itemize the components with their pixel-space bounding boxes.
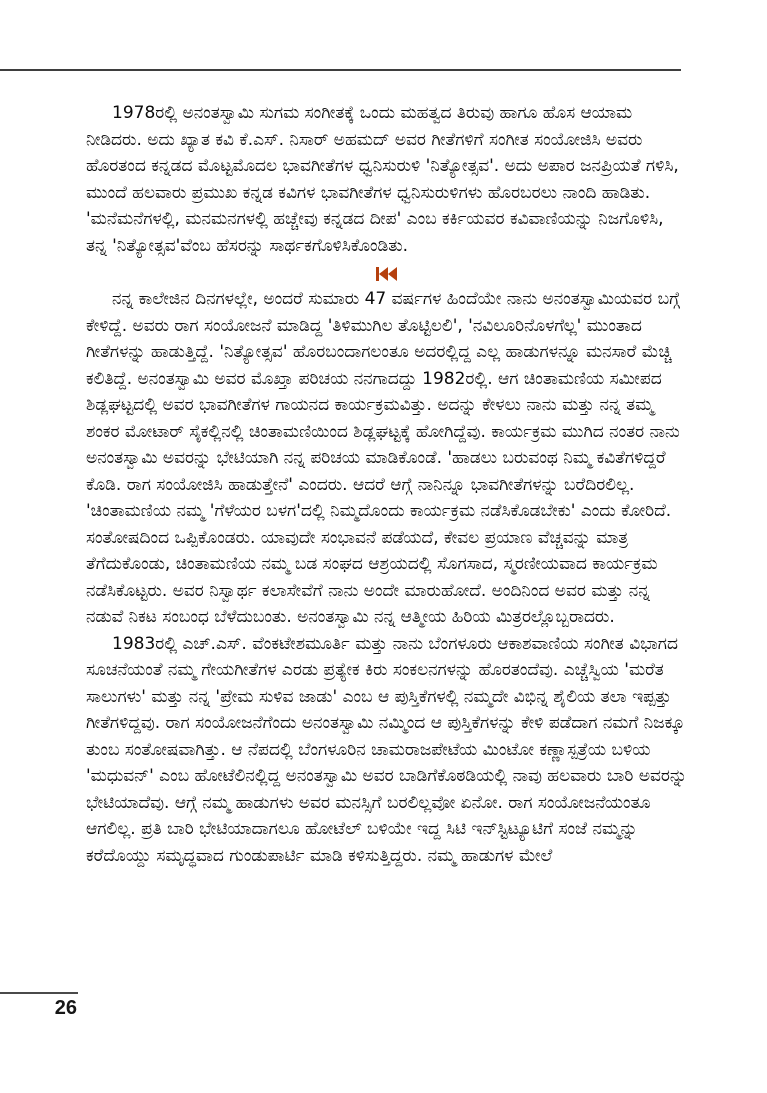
page-body [86,100,688,869]
footer-rule [0,992,78,994]
section-separator [86,259,688,286]
skip-to-start-icon [376,266,398,282]
page-number: 26 [54,997,77,1019]
header-rule [0,69,681,71]
paragraph-3: 1983ರಲ್ಲಿ ಎಚ್.ಎಸ್. ವೆಂಕಟೇಶಮೂರ್ತಿ ಮತ್ತು ನಾನು ಬೆಂಗಳೂರು ಆಕಾಶವಾಣಿಯ ಸಂಗೀತ ವಿಭಾಗದ ಸೂಚನೆಯಂತೆ ನಮ್ಮ ಗೇಯಗೀತೆಗಳ ಎರಡು ಪ್ರತ್ಯೇಕ ಕಿರು ಸಂಕಲನಗಳನ್ನು ಹೊರತಂದೆವು. ಎಚ್ಚೆಸ್ವಿಯ 'ಮರೆತ ಸಾಲುಗಳು' ಮತ್ತು ನನ್ನ 'ಪ್ರೇಮ ಸುಳಿವ ಜಾಡು' ಎಂಬ ಆ ಪುಸ್ತಿಕೆಗಳಲ್ಲಿ ನಮ್ಮದೇ ವಿಭಿನ್ನ ಶೈಲಿಯ ತಲಾ ಇಪ್ಪತ್ತು ಗೀತೆಗಳಿದ್ದವು. ರಾಗ ಸಂಯೋಜನೆಗೆಂದು ಅನಂತಸ್ವಾಮಿ ನಮ್ಮಿಂದ ಆ ಪುಸ್ತಿಕೆಗಳನ್ನು ಕೇಳಿ ಪಡೆದಾಗ ನಮಗೆ ನಿಜಕ್ಕೂ ತುಂಬ ಸಂತೋಷವಾಗಿತ್ತು. ಆ ನೆಪದಲ್ಲಿ ಬೆಂಗಳೂರಿನ ಚಾಮರಾಜಪೇಟೆಯ ಮಿಂಟೋ ಕಣ್ಣಾಸ್ಪತ್ರೆಯ ಬಳಿಯ 'ಮಧುವನ್' ಎಂಬ ಹೋಟೆಲಿನಲ್ಲಿದ್ದ ಅನಂತಸ್ವಾಮಿ ಅವರ ಬಾಡಿಗೆಕೊಠಡಿಯಲ್ಲಿ ನಾವು ಹಲವಾರು ಬಾರಿ ಅವರನ್ನು ಭೇಟಿಯಾದೆವು. ಆಗ್ಗೆ ನಮ್ಮ ಹಾಡುಗಳು ಅವರ ಮನಸ್ಸಿಗೆ ಬರಲಿಲ್ಲವೋ ಏನೋ. ರಾಗ ಸಂಯೋಜನೆಯಂತೂ ಆಗಲಿಲ್ಲ. ಪ್ರತಿ ಬಾರಿ ಭೇಟಿಯಾದಾಗಲೂ ಹೋಟೆಲ್ ಬಳಿಯೇ ಇದ್ದ ಸಿಟಿ ಇನ್‌ಸ್ಟಿಟ್ಯೂಟಿಗೆ ಸಂಜೆ ನಮ್ಮನ್ನು ಕರೆದೊಯ್ದು ಸಮೃದ್ಧವಾದ ಗುಂಡುಪಾರ್ಟಿ ಮಾಡಿ ಕಳಿಸುತ್ತಿದ್ದರು. ನಮ್ಮ ಹಾಡುಗಳ ಮೇಲೆ [86,633,688,866]
paragraph-2: ನನ್ನ ಕಾಲೇಜಿನ ದಿನಗಳಲ್ಲೇ, ಅಂದರೆ ಸುಮಾರು 47 ವರ್ಷಗಳ ಹಿಂದೆಯೇ ನಾನು ಅನಂತಸ್ವಾಮಿಯವರ ಬಗ್ಗೆ ಕೇಳಿದ್ದೆ. ಅವರು ರಾಗ ಸಂಯೋಜನೆ ಮಾಡಿದ್ದ 'ತಿಳಿಮುಗಿಲ ತೊಟ್ಟಿಲಲಿ', 'ನವಿಲೂರಿನೊಳಗೆಲ್ಲ' ಮುಂತಾದ ಗೀತೆಗಳನ್ನು ಹಾಡುತ್ತಿದ್ದೆ. 'ನಿತ್ಯೋತ್ಸವ' ಹೊರಬಂದಾಗಲಂತೂ ಅದರಲ್ಲಿದ್ದ ಎಲ್ಲ ಹಾಡುಗಳನ್ನೂ ಮನಸಾರೆ ಮೆಚ್ಚಿ ಕಲಿತಿದ್ದೆ. ಅನಂತಸ್ವಾಮಿ ಅವರ ಮೊಖ್ತಾ ಪರಿಚಯ ನನಗಾದದ್ದು 1982ರಲ್ಲಿ. ಆಗ ಚಿಂತಾಮಣಿಯ ಸಮೀಪದ ಶಿಡ್ಲಘಟ್ಟದಲ್ಲಿ ಅವರ ಭಾವಗೀತೆಗಳ ಗಾಯನದ ಕಾರ್ಯಕ್ರಮವಿತ್ತು. ಅದನ್ನು ಕೇಳಲು ನಾನು ಮತ್ತು ನನ್ನ ತಮ್ಮ ಶಂಕರ ಮೋಟಾರ್ ಸೈಕಲ್ಲಿನಲ್ಲಿ ಚಿಂತಾಮಣಿಯಿಂದ ಶಿಡ್ಲಘಟ್ಟಕ್ಕೆ ಹೋಗಿದ್ದೆವು. ಕಾರ್ಯಕ್ರಮ ಮುಗಿದ ನಂತರ ನಾನು ಅನಂತಸ್ವಾಮಿ ಅವರನ್ನು ಭೇಟಿಯಾಗಿ ನನ್ನ ಪರಿಚಯ ಮಾಡಿಕೊಂಡೆ. 'ಹಾಡಲು ಬರುವಂಥ ನಿಮ್ಮ ಕವಿತೆಗಳಿದ್ದರೆ ಕೊಡಿ. ರಾಗ ಸಂಯೋಜಿಸಿ ಹಾಡುತ್ತೇನೆ' ಎಂದರು. ಆದರೆ ಆಗ್ಗೆ ನಾನಿನ್ನೂ ಭಾವಗೀತೆಗಳನ್ನು ಬರೆದಿರಲಿಲ್ಲ. 'ಚಿಂತಾಮಣಿಯ ನಮ್ಮ 'ಗೆಳೆಯರ ಬಳಗ'ದಲ್ಲಿ ನಿಮ್ಮದೊಂದು ಕಾರ್ಯಕ್ರಮ ನಡೆಸಿಕೊಡಬೇಕು' ಎಂದು ಕೋರಿದೆ. ಸಂತೋಷದಿಂದ ಒಪ್ಪಿಕೊಂಡರು. ಯಾವುದೇ ಸಂಭಾವನೆ ಪಡೆಯದೆ, ಕೇವಲ ಪ್ರಯಾಣ ವೆಚ್ಚವನ್ನು ಮಾತ್ರ ತೆಗೆದುಕೊಂಡು, ಚಿಂತಾಮಣಿಯ ನಮ್ಮ ಬಡ ಸಂಘದ ಆಶ್ರಯದಲ್ಲಿ ಸೊಗಸಾದ, ಸ್ಮರಣೀಯವಾದ ಕಾರ್ಯಕ್ರಮ ನಡೆಸಿಕೊಟ್ಟರು. ಅವರ ನಿಸ್ವಾರ್ಥ ಕಲಾಸೇವೆಗೆ ನಾನು ಅಂದೇ ಮಾರುಹೋದೆ. ಅಂದಿನಿಂದ ಅವರ ಮತ್ತು ನನ್ನ ನಡುವೆ ನಿಕಟ ಸಂಬಂಧ ಬೆಳೆದುಬಂತು. ಅನಂತಸ್ವಾಮಿ ನನ್ನ ಆತ್ಮೀಯ ಹಿರಿಯ ಮಿತ್ರರಲ್ಲೊಬ್ಬರಾದರು. [86,289,680,627]
paragraph-1: 1978ರಲ್ಲಿ ಅನಂತಸ್ವಾಮಿ ಸುಗಮ ಸಂಗೀತಕ್ಕೆ ಒಂದು ಮಹತ್ವದ ತಿರುವು ಹಾಗೂ ಹೊಸ ಆಯಾಮ ನೀಡಿದರು. ಅದು ಖ್ಯಾತ ಕವಿ ಕೆ.ಎಸ್. ನಿಸಾರ್ ಅಹಮದ್ ಅವರ ಗೀತೆಗಳಿಗೆ ಸಂಗೀತ ಸಂಯೋಜಿಸಿ ಅವರು ಹೊರತಂದ ಕನ್ನಡದ ಮೊಟ್ಟಮೊದಲ ಭಾವಗೀತೆಗಳ ಧ್ವನಿಸುರುಳಿ 'ನಿತ್ಯೋತ್ಸವ'. ಅದು ಅಪಾರ ಜನಪ್ರಿಯತೆ ಗಳಿಸಿ, ಮುಂದೆ ಹಲವಾರು ಪ್ರಮುಖ ಕನ್ನಡ ಕವಿಗಳ ಭಾವಗೀತೆಗಳ ಧ್ವನಿಸುರುಳಿಗಳು ಹೊರಬರಲು ನಾಂದಿ ಹಾಡಿತು. 'ಮನೆಮನೆಗಳಲ್ಲಿ, ಮನಮನಗಳಲ್ಲಿ ಹಚ್ಚೇವು ಕನ್ನಡದ ದೀಪ' ಎಂಬ ಕರ್ಕಿಯವರ ಕವಿವಾಣಿಯನ್ನು ನಿಜಗೊಳಿಸಿ, ತನ್ನ 'ನಿತ್ಯೋತ್ಸವ'ವೆಂಬ ಹೆಸರನ್ನು ಸಾರ್ಥಕಗೊಳಿಸಿಕೊಂಡಿತು. [86,103,679,256]
